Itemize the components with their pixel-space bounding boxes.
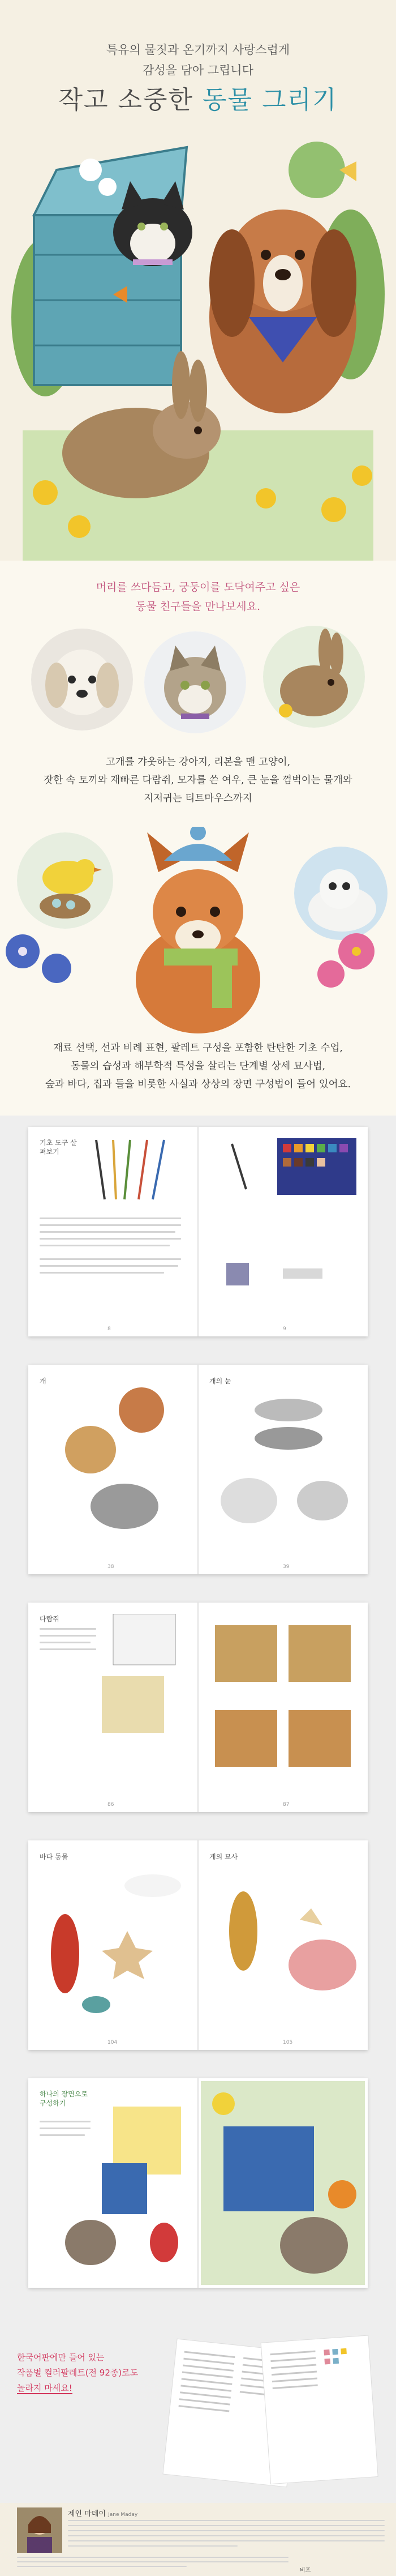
circle-bird [17,832,113,929]
circle-cat [144,631,246,733]
tools-small-image [215,1257,356,1302]
bonus-text [17,2350,147,2396]
hero-title-main: 작고 소중한 [58,86,193,114]
circle-dog [31,629,133,730]
intro-pink-line1: 머리를 쓰다듬고, 궁둥이를 도닥여주고 싶은 [96,581,300,593]
author-name-en: Jane Maday [108,2512,138,2518]
puppies-image [57,1382,187,1540]
spread4-left-title: 바다 동물 [40,1853,68,1861]
intro-pink-text [0,578,396,616]
bonus-line3: 놀라지 마세요! [17,2383,72,2393]
pencils-image [85,1137,187,1205]
hero-subtitle-line1: 특유의 물짓과 온기까지 사랑스럽게 [106,43,290,57]
spread-squirrel: 다람쥐 86 87 [28,1603,368,1812]
intro-body2-line1: 재료 선택, 선과 비례 표현, 팔레트 구성을 포함한 탄탄한 기초 수업, [53,1043,343,1054]
intro-body-line3: 지저귀는 티트마우스까지 [144,793,252,804]
dog-eyes-image [215,1387,356,1546]
sea-animals-image [40,1863,192,2033]
intro-section [0,561,396,1116]
hero-section [0,0,396,561]
squirrel-steps-image [102,1614,362,1795]
publisher-logo: 비프 [300,2568,311,2574]
spread5-left-title: 하나의 장면으로 구성하기 [40,2090,88,2107]
intro-body2-text [0,1039,396,1093]
puppy-figure [209,210,356,413]
palette-image [277,1138,356,1195]
hero-illustration [0,0,396,561]
intro-body-line2: 잣한 속 토끼와 재빠른 다람쥐, 모자를 쓴 여우, 큰 눈을 껌벅이는 물개와 [44,775,352,786]
spread2-right-title: 개의 눈 [209,1377,231,1385]
fox-figure [113,827,283,1036]
author-name-ko: 제인 마데이 [68,2510,106,2518]
spread-dogs: 개 개의 눈 38 39 [28,1365,368,1574]
spread2-left-title: 개 [40,1377,46,1385]
author-name [68,2507,137,2518]
cosmos-flowers [305,923,396,997]
morning-glory-flowers [0,929,91,997]
bonus-section [0,2316,396,2503]
spread1-title: 기초 도구 살펴보기 [40,1139,77,1156]
intro-body-text [0,753,396,808]
bonus-line1: 한국어판에만 들어 있는 [17,2352,105,2363]
spread-sea-animals: 바다 동물 게의 묘사 104 105 [28,1840,368,2050]
intro-body-line1: 고개를 갸웃하는 강아지, 리본을 맨 고양이, [105,757,291,768]
scene-right-image [201,2081,365,2285]
spread3-left-title: 다람쥐 [40,1615,59,1623]
author-photo [17,2507,62,2553]
brush-image [215,1138,272,1195]
scene-left-image [45,2095,192,2276]
intro-body2-line2: 동물의 습성과 해부학적 특성을 살리는 단계별 상세 묘사법, [70,1061,326,1072]
author-section [0,2503,396,2576]
hero-title-accent: 동물 그리기 [203,86,338,114]
spread-scene [28,2078,368,2288]
hero-subtitle-line2: 감성을 담아 그립니다 [143,63,253,77]
seashells-image [209,1863,362,2033]
bonus-line2: 작품별 컬러팔레트(전 92종)로도 [17,2368,139,2378]
spread4-right-title: 게의 묘사 [209,1853,238,1861]
intro-body2-line3: 숲과 바다, 집과 들을 비롯한 사실과 상상의 장면 구성법이 들어 있어요. [45,1079,351,1090]
color-palette-pages-image [158,2333,385,2492]
sample-spreads-section [0,1116,396,2316]
intro-pink-line2: 동물 친구들을 만나보세요. [135,600,260,613]
circle-rabbit [263,626,365,728]
spread-tools: 기초 도구 살펴보기 8 9 [28,1127,368,1336]
